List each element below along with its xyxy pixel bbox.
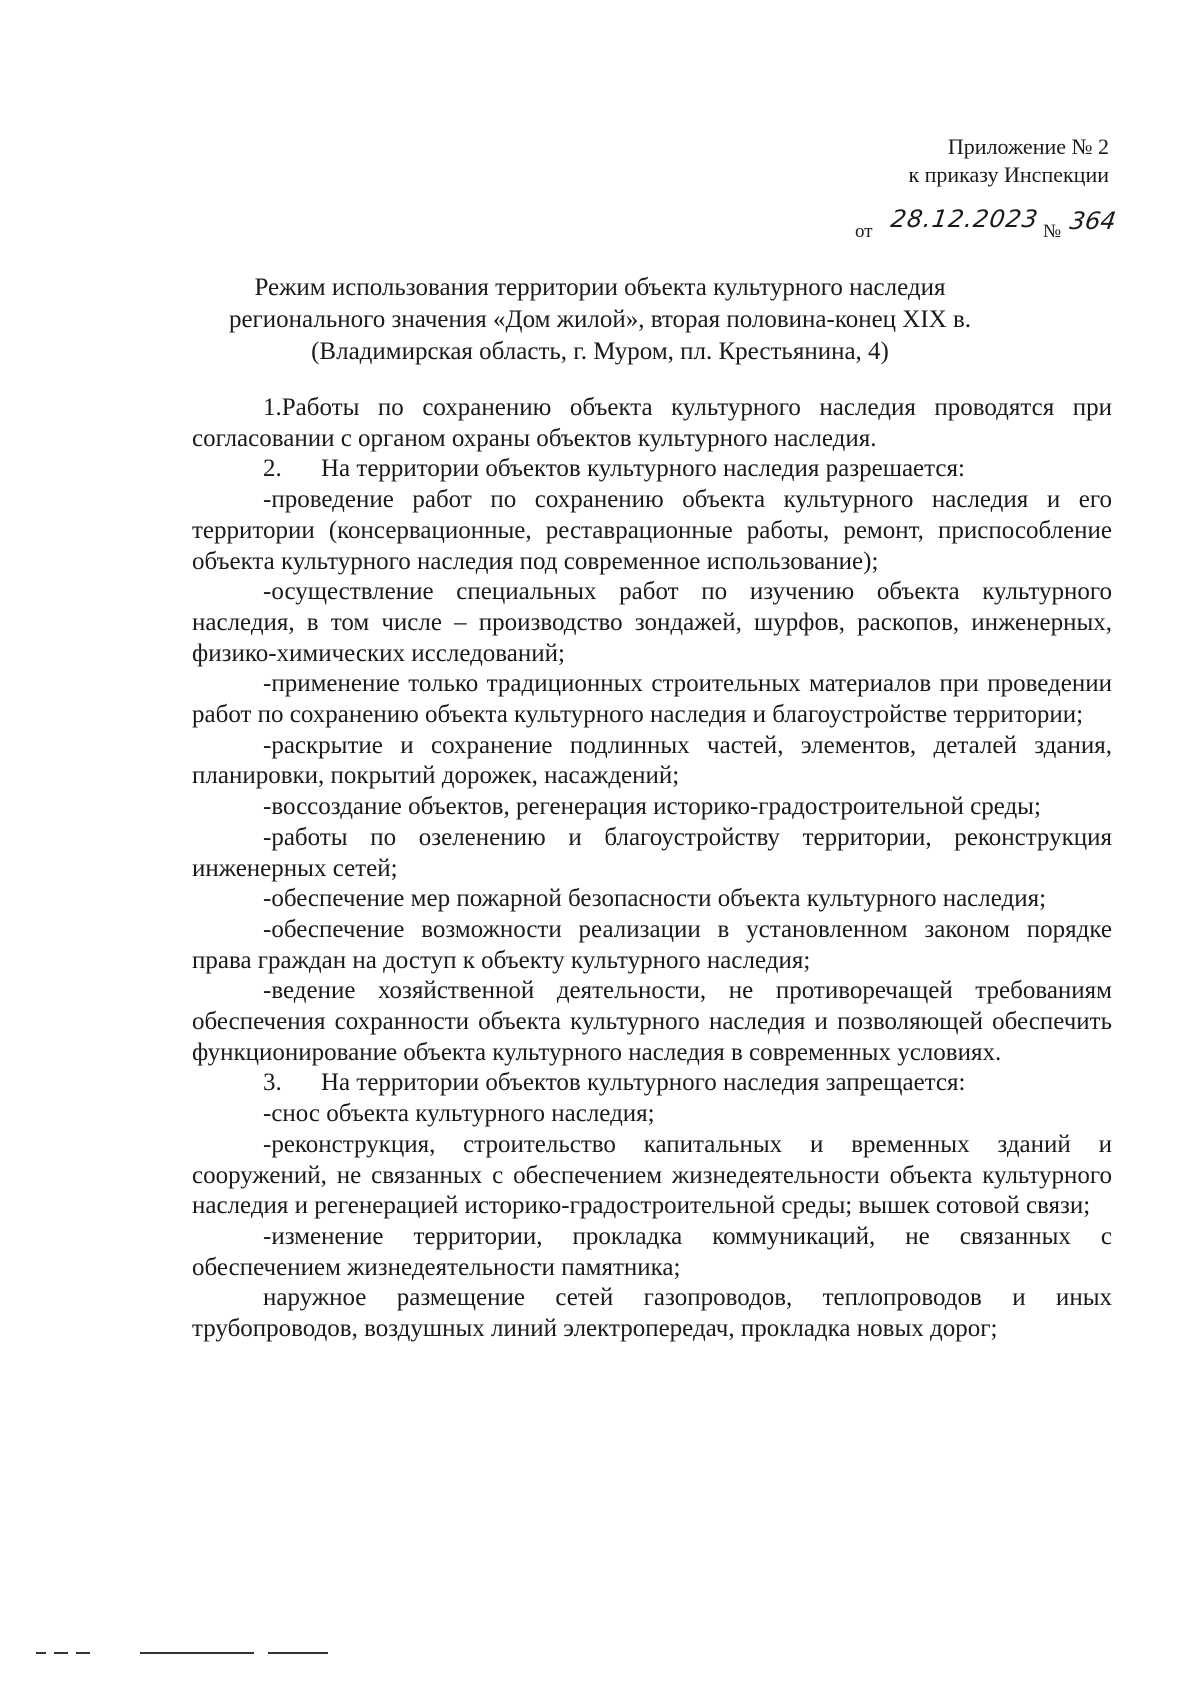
- prohibited-item: -снос объекта культурного наследия;: [263, 1100, 655, 1128]
- paragraph-2-heading: [192, 454, 1112, 485]
- allowed-item: -обеспечение мер пожарной безопасности объекта культурного наследия;: [263, 885, 1047, 913]
- paragraph-number: 2.: [263, 455, 282, 483]
- title-line-3: (Владимирская область, г. Муром, пл. Крестьянина, 4): [311, 338, 889, 365]
- allowed-item: -работы по озеленению и благоустройству территории, реконструкция инженерных сетей;: [192, 823, 1112, 882]
- order-date-handwritten: 28.12.2023: [889, 205, 1041, 233]
- order-number-handwritten: 364: [1068, 207, 1118, 235]
- order-date-number: [855, 205, 1118, 245]
- footer-dash: [76, 1652, 90, 1654]
- allowed-item: -раскрытие и сохранение подлинных частей, элементов, деталей здания, планировки, покрытий дорожек, насаждений;: [192, 731, 1112, 790]
- allowed-item: -ведение хозяйственной деятельности, не противоречащей требованиям обеспечения сохранности объекта культурного наследия и позволяющей обеспечить функционирование объекта культурного наследия в современных условиях.: [192, 977, 1112, 1066]
- appendix-header: [908, 133, 1109, 189]
- paragraph-1: 1.Работы по сохранению объекта культурного наследия проводятся при согласовании с органом охраны объектов культурного наследия.: [192, 394, 1112, 452]
- footer-rule: [268, 1652, 328, 1654]
- footer-rule: [140, 1652, 254, 1654]
- paragraph-text: На территории объектов культурного наследия разрешается:: [321, 455, 965, 483]
- document-title: [190, 272, 1010, 368]
- paragraph-number: 3.: [263, 1069, 282, 1097]
- footer-dash: [36, 1652, 46, 1654]
- footer-dash: [54, 1652, 68, 1654]
- paragraph-3-heading: [192, 1068, 1112, 1099]
- allowed-item: -воссоздание объектов, регенерация историко-градостроительной среды;: [263, 793, 1041, 821]
- allowed-item: -осуществление специальных работ по изучению объекта культурного наследия, в том числе – производство зондажей, шурфов, раскопов, инженерных, физико-химических исследований;: [192, 578, 1112, 667]
- order-number-label: №: [1043, 221, 1062, 242]
- title-line-1: Режим использования территории объекта культурного наследия: [254, 274, 946, 301]
- title-line-2: регионального значения «Дом жилой», вторая половина-конец XIX в.: [228, 306, 972, 333]
- appendix-order-reference: к приказу Инспекции: [908, 162, 1109, 187]
- allowed-item: -обеспечение возможности реализации в установленном законом порядке права граждан на доступ к объекту культурного наследия;: [192, 915, 1112, 974]
- prohibited-item: наружное размещение сетей газопроводов, теплопроводов и иных трубопроводов, воздушных линий электропередач, прокладка новых дорог;: [192, 1284, 1112, 1343]
- allowed-item: -применение только традиционных строительных материалов при проведении работ по сохранению объекта культурного наследия и благоустройстве территории;: [192, 670, 1112, 729]
- appendix-number: Приложение № 2: [947, 134, 1109, 159]
- paragraph-text: На территории объектов культурного наследия запрещается:: [321, 1069, 966, 1097]
- order-date-prefix: от: [855, 221, 873, 242]
- document-body: [192, 393, 1112, 1345]
- footer-scan-lines: [0, 1652, 400, 1656]
- allowed-item: -проведение работ по сохранению объекта культурного наследия и его территории (консервационные, реставрационные работы, ремонт, приспособление объекта культурного наследия под современное использование);: [192, 486, 1112, 575]
- prohibited-item: -изменение территории, прокладка коммуникаций, не связанных с обеспечением жизнедеятельности памятника;: [192, 1222, 1112, 1281]
- prohibited-item: -реконструкция, строительство капитальных и временных зданий и сооружений, не связанных с обеспечением жизнедеятельности объекта культурного наследия и регенерацией историко-градостроительной среды; вышек сотовой связи;: [192, 1130, 1112, 1220]
